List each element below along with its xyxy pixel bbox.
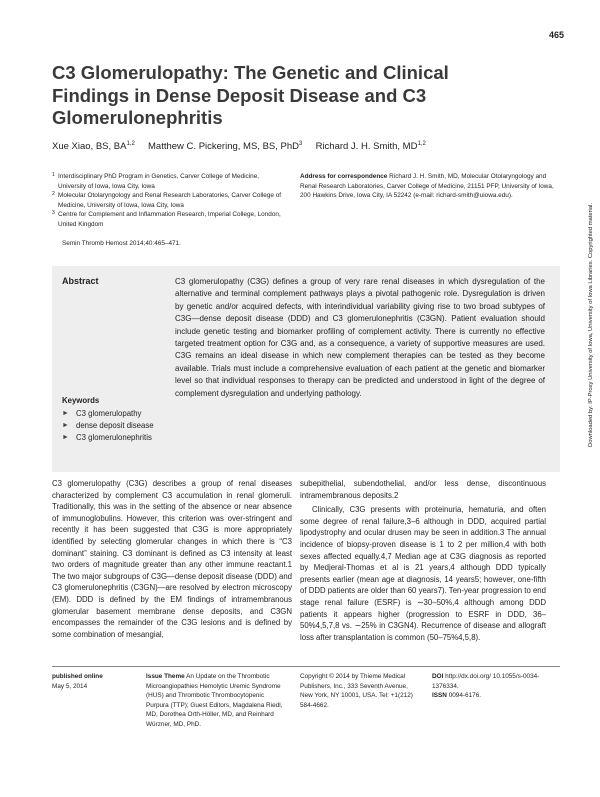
publication-date: published online May 5, 2014 xyxy=(52,673,103,690)
affiliation-item: 2 Molecular Otolaryngology and Renal Research Laboratories, Carver College of Medicine, University of Iowa, Iowa City, Iowa xyxy=(52,191,282,209)
keywords-list xyxy=(62,408,172,444)
citation: Semin Thromb Hemost 2014;40:465–471. xyxy=(62,240,181,247)
body-paragraph: subepithelial, subendothelial, and/or less dense, discontinuous intramembranous deposits.2 xyxy=(300,479,546,500)
issue-theme: Issue Theme An Update on the Thrombotic Microangiopathies Hemolytic Uremic Syndrome (HUS) and Thrombotic Thrombocytopenic Purpura (TTP); Guest Editors, Magdalena Riedl, MD, Dorothea Orth-Höller, MD, and Reinhard Würzner, MD, PhD. xyxy=(146,673,283,728)
author-name: Xue Xiao, BS, BA xyxy=(52,141,127,153)
download-watermark: Downloaded by: IP-Proxy University of Iowa, University of Iowa Libraries. Copyrighted material. xyxy=(588,203,594,447)
body-column-right xyxy=(300,478,546,643)
keyword-item: ► C3 glomerulonephritis xyxy=(62,433,152,442)
copyright-notice: Copyright © 2014 by Thieme Medical Publishers, Inc., 333 Seventh Avenue, New York, NY 10001, USA. Tel: +1(212) 584-4662. xyxy=(300,673,413,709)
keywords-heading: Keywords xyxy=(62,396,100,405)
body-column-left: C3 glomerulopathy (C3G) describes a group of renal diseases characterized by complement C3 accumulation in renal glomeruli. Traditionally, this was in the setting of the absence or near absence of immunoglobulins. However, this criterion was over-stringent and recently it has been suggested that C3G is more appropriately identified by selecting glomerular changes in which there is “C3 dominant” staining. C3 dominant is defined as C3 intensity at least two orders of magnitude greater than any other immune reactant.1 The two major subgroups of C3G—dense deposit disease (DDD) and C3 glomerulonephritis (C3GN)—are resolved by electron microscopy (EM). DDD is defined by the EM findings of intramembranous glomerular basement membrane dense deposits, and C3GN encompasses the remainder of the C3G lesions and is defined by some combination of mesangial, xyxy=(52,479,292,639)
article-title: C3 Glomerulopathy: The Genetic and Clinical Findings in Dense Deposit Disease and C3 Glomerulonephritis xyxy=(52,62,449,128)
keyword-item: ► dense deposit disease xyxy=(62,421,154,430)
footer-divider xyxy=(52,666,560,667)
arrow-icon: ► xyxy=(62,422,69,429)
doi-link[interactable]: http://dx.doi.org/ 10.1055/s-0034-1376334. xyxy=(432,673,540,690)
abstract-text: C3 glomerulopathy (C3G) defines a group of very rare renal diseases in which dysregulation of the alternative and terminal complement pathways plays a pivotal pathogenic role. Dysregulation is driven by genetic and/or acquired defects, with interindividual variability giving rise to two broad subtypes of C3G—dense deposit disease (DDD) and C3 glomerulonephritis (C3GN). Patient evaluation should include genetic testing and biomarker profiling of complement activity. There is currently no effective targeted treatment option for C3G and, as a consequence, a variety of supportive measures are used. C3G remains an ideal disease in which new complement therapies can be tested as they become available. Trials must include a comprehensive evaluation of each patient at the genetic and biomarker level so that individual responses to therapy can be predicted and understood in light of the degree of complement dysregulation and underlying pathology. xyxy=(175,277,545,398)
keyword-item: ► C3 glomerulopathy xyxy=(62,409,142,418)
correspondence-address xyxy=(300,172,555,201)
correspondence-label: Address for correspondence xyxy=(300,173,388,180)
arrow-icon: ► xyxy=(62,410,69,417)
author-name: Richard J. H. Smith, MD xyxy=(315,141,418,153)
body-paragraph: Clinically, C3G presents with proteinuria, hematuria, and often some degree of renal failure,3–6 although in DDD, acquired partial lipodystrophy and ocular drusen may be seen in addition.3 The annual incidence of biopsy-proven disease is 1 to 2 per million,4 with both sexes affected equally.4,7 Median age at C3G diagnosis as reported by Medjeral-Thomas et al is 21 years,4 although DDD typically presents earlier (mean age at diagnosis, 14 years5; however, one-fifth of DDD patients are older than 60 years7). Ten-year progression to end stage renal failure (ESRF) is ∼30–50%,4 although among DDD patients it appears higher (progression to ESRF in DDD, 36–50%4,5,7,8 vs. ∼25% in C3GN4). Recurrence of disease and allograft loss after transplantation is common (50–75%4,5,8). xyxy=(300,505,546,642)
page-number: 465 xyxy=(548,30,564,40)
arrow-icon: ► xyxy=(62,434,69,441)
author-name: Matthew C. Pickering, MS, BS, PhD xyxy=(148,141,300,153)
doi-issn: DOI http://dx.doi.org/ 10.1055/s-0034-1376334. ISSN 0094-6176. xyxy=(432,673,540,700)
correspondence-text: Richard J. H. Smith, MD, Molecular Otolaryngology and Renal Research Laboratories, Carver College of Medicine, 21151 PFP, University of Iowa, 200 Hawkins Drive, Iowa City, IA 52242 (e-mail: richard-smith@uiowa.edu). xyxy=(300,173,554,200)
affiliation-item: 1 Interdisciplinary PhD Program in Genetics, Carver College of Medicine, University of Iowa, Iowa City, Iowa xyxy=(52,172,260,190)
affiliation-item: 3 Centre for Complement and Inflammation Research, Imperial College, London, United Kingdom xyxy=(52,210,281,228)
abstract-heading: Abstract xyxy=(62,276,99,286)
author-list: Xue Xiao, BS, BA$^{1,2}$ Matthew C. Pickering, MS, BS, PhD$^3$ Richard J. H. Smith, MD$^{1,2}$ xyxy=(52,141,426,153)
affiliations xyxy=(52,172,282,230)
